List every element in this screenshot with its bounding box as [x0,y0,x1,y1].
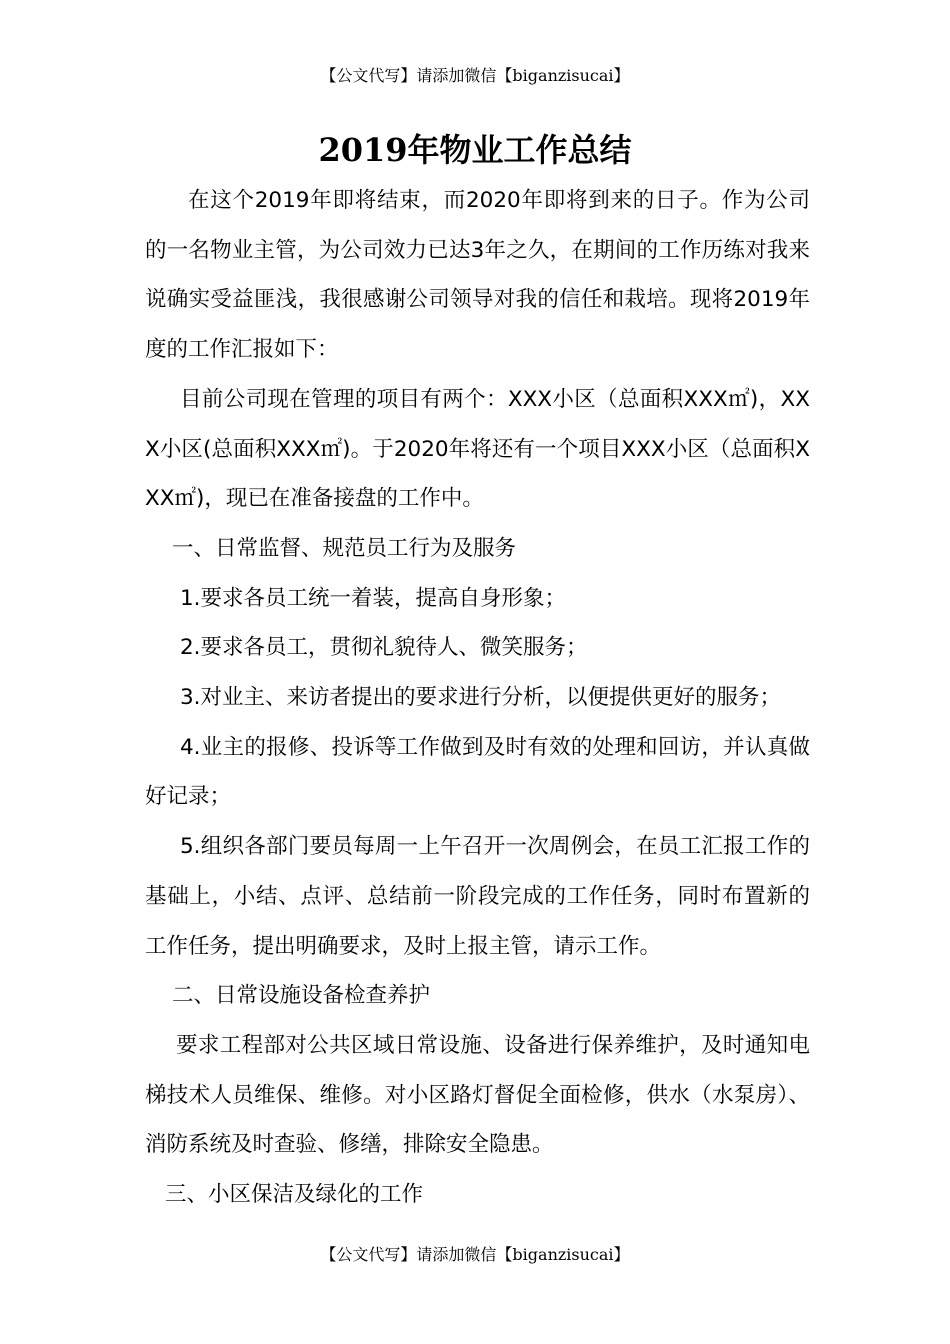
section-heading-2: 二、日常设施设备检查养护 [172,983,431,1009]
list-item-2: 2.要求各员工，贯彻礼貌待人、微笑服务； [180,635,588,661]
projects-paragraph: 目前公司现在管理的项目有两个：XXX小区（总面积XXX㎡)，XXX小区(总面积XXX㎡)。于2020年将还有一个项目XXX小区（总面积XXX㎡)，现已在准备接盘的工作中。 [145,386,810,512]
page-footer: 【公文代写】请添加微信【biganzisucai】 [320,1245,630,1264]
maintenance-paragraph: 要求工程部对公共区域日常设施、设备进行保养维护，及时通知电梯技术人员维保、维修。对小区路灯督促全面检修，供水（水泵房）、消防系统及时查验、修缮，排除安全隐患。 [145,1032,810,1158]
list-item-3: 3.对业主、来访者提出的要求进行分析，以便提供更好的服务； [180,685,782,711]
document-title: 2019年物业工作总结 [318,131,632,169]
document-body [145,176,810,1220]
list-item-5: 5.组织各部门要员每周一上午召开一次周例会，在员工汇报工作的基础上，小结、点评、总结前一阶段完成的工作任务，同时布置新的工作任务，提出明确要求，及时上报主管，请示工作。 [145,834,810,959]
section-heading-3: 三、小区保洁及绿化的工作 [165,1182,424,1208]
page-header: 【公文代写】请添加微信【biganzisucai】 [320,66,630,85]
list-item-4: 4.业主的报修、投诉等工作做到及时有效的处理和回访，并认真做好记录； [145,734,810,810]
intro-paragraph: 在这个2019年即将结束，而2020年即将到来的日子。作为公司的一名物业主管，为公司效力已达3年之久，在期间的工作历练对我来说确实受益匪浅，我很感谢公司领导对我的信任和栽培。现将2019年度的工作汇报如下： [145,188,810,363]
section-heading-1: 一、日常监督、规范员工行为及服务 [172,535,517,561]
list-item-1: 1.要求各员工统一着装，提高自身形象； [180,585,567,611]
